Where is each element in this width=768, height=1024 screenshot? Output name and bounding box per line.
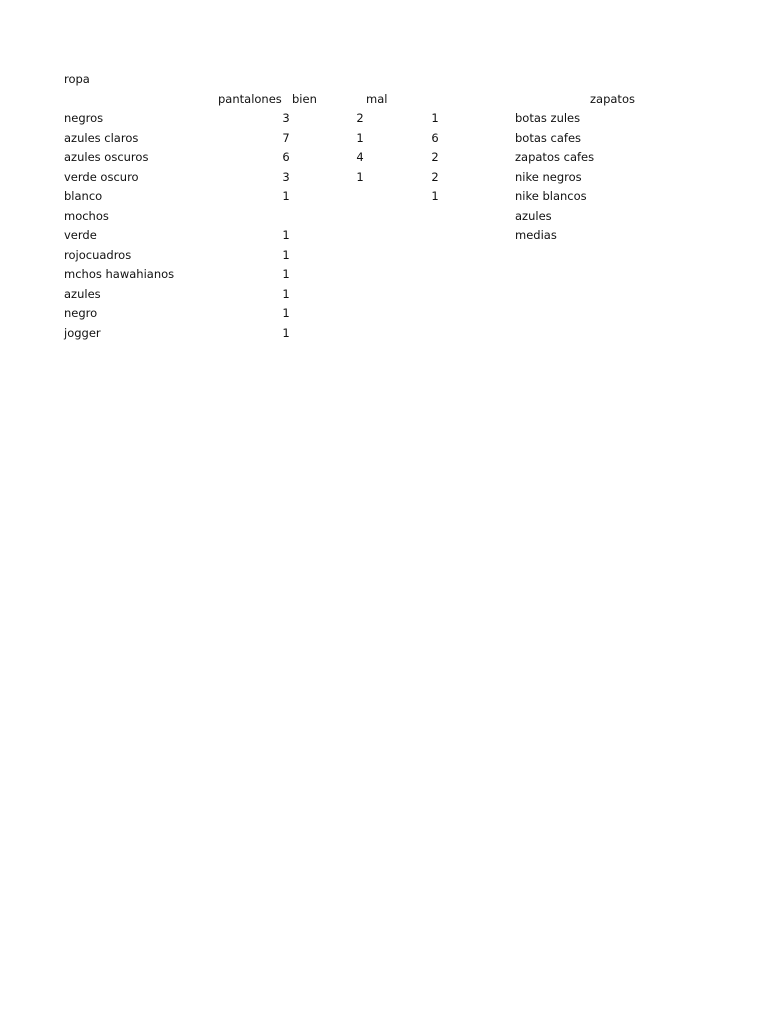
row-item-name: mchos hawahianos [64,267,175,281]
row-pantalones-count: 1 [282,267,290,281]
row-bien-count: 4 [356,150,364,164]
row-bien-count [350,209,370,223]
row-mal-count: 2 [431,150,439,164]
row-mal-count [425,267,445,281]
row-mal-count [425,228,445,242]
row-pantalones-count: 1 [282,248,290,262]
row-mal-count: 1 [431,189,439,203]
row-pantalones-count: 1 [282,228,290,242]
header-bien: bien [292,92,317,106]
row-item-name: mochos [64,209,109,223]
row-item-name: azules claros [64,131,139,145]
row-bien-count: 1 [356,170,364,184]
row-zapato-name: zapatos cafes [515,150,595,164]
row-item-name: negro [64,306,98,320]
row-zapato-name: medias [515,228,557,242]
row-bien-count [350,248,370,262]
row-bien-count: 1 [356,131,364,145]
row-bien-count [350,189,370,203]
sheet-title: ropa [64,72,90,86]
row-mal-count [425,248,445,262]
row-item-name: jogger [64,326,101,340]
row-item-name: verde oscuro [64,170,139,184]
row-pantalones-count: 1 [282,306,290,320]
row-zapato-name: azules [515,209,552,223]
row-mal-count [425,209,445,223]
row-item-name: verde [64,228,97,242]
row-zapato-name: botas cafes [515,131,582,145]
row-mal-count [425,326,445,340]
row-pantalones-count: 1 [282,189,290,203]
row-pantalones-count: 3 [282,111,290,125]
row-bien-count [350,306,370,320]
row-zapato-name: botas zules [515,111,581,125]
row-zapato-name: nike blancos [515,189,587,203]
header-zapatos: zapatos [590,92,635,106]
row-item-name: azules oscuros [64,150,149,164]
row-item-name: rojocuadros [64,248,132,262]
row-pantalones-count: 1 [282,326,290,340]
row-mal-count: 1 [431,111,439,125]
row-pantalones-count: 6 [282,150,290,164]
row-bien-count: 2 [356,111,364,125]
row-mal-count [425,306,445,320]
row-item-name: negros [64,111,104,125]
row-mal-count: 2 [431,170,439,184]
row-bien-count [350,326,370,340]
header-mal: mal [366,92,388,106]
row-item-name: blanco [64,189,103,203]
row-pantalones-count: 7 [282,131,290,145]
row-bien-count [350,228,370,242]
row-pantalones-count: 3 [282,170,290,184]
row-pantalones-count: 1 [282,287,290,301]
row-item-name: azules [64,287,101,301]
row-bien-count [350,267,370,281]
row-pantalones-count [276,209,296,223]
row-bien-count [350,287,370,301]
row-mal-count: 6 [431,131,439,145]
row-zapato-name: nike negros [515,170,582,184]
header-pantalones: pantalones [218,92,282,106]
row-mal-count [425,287,445,301]
